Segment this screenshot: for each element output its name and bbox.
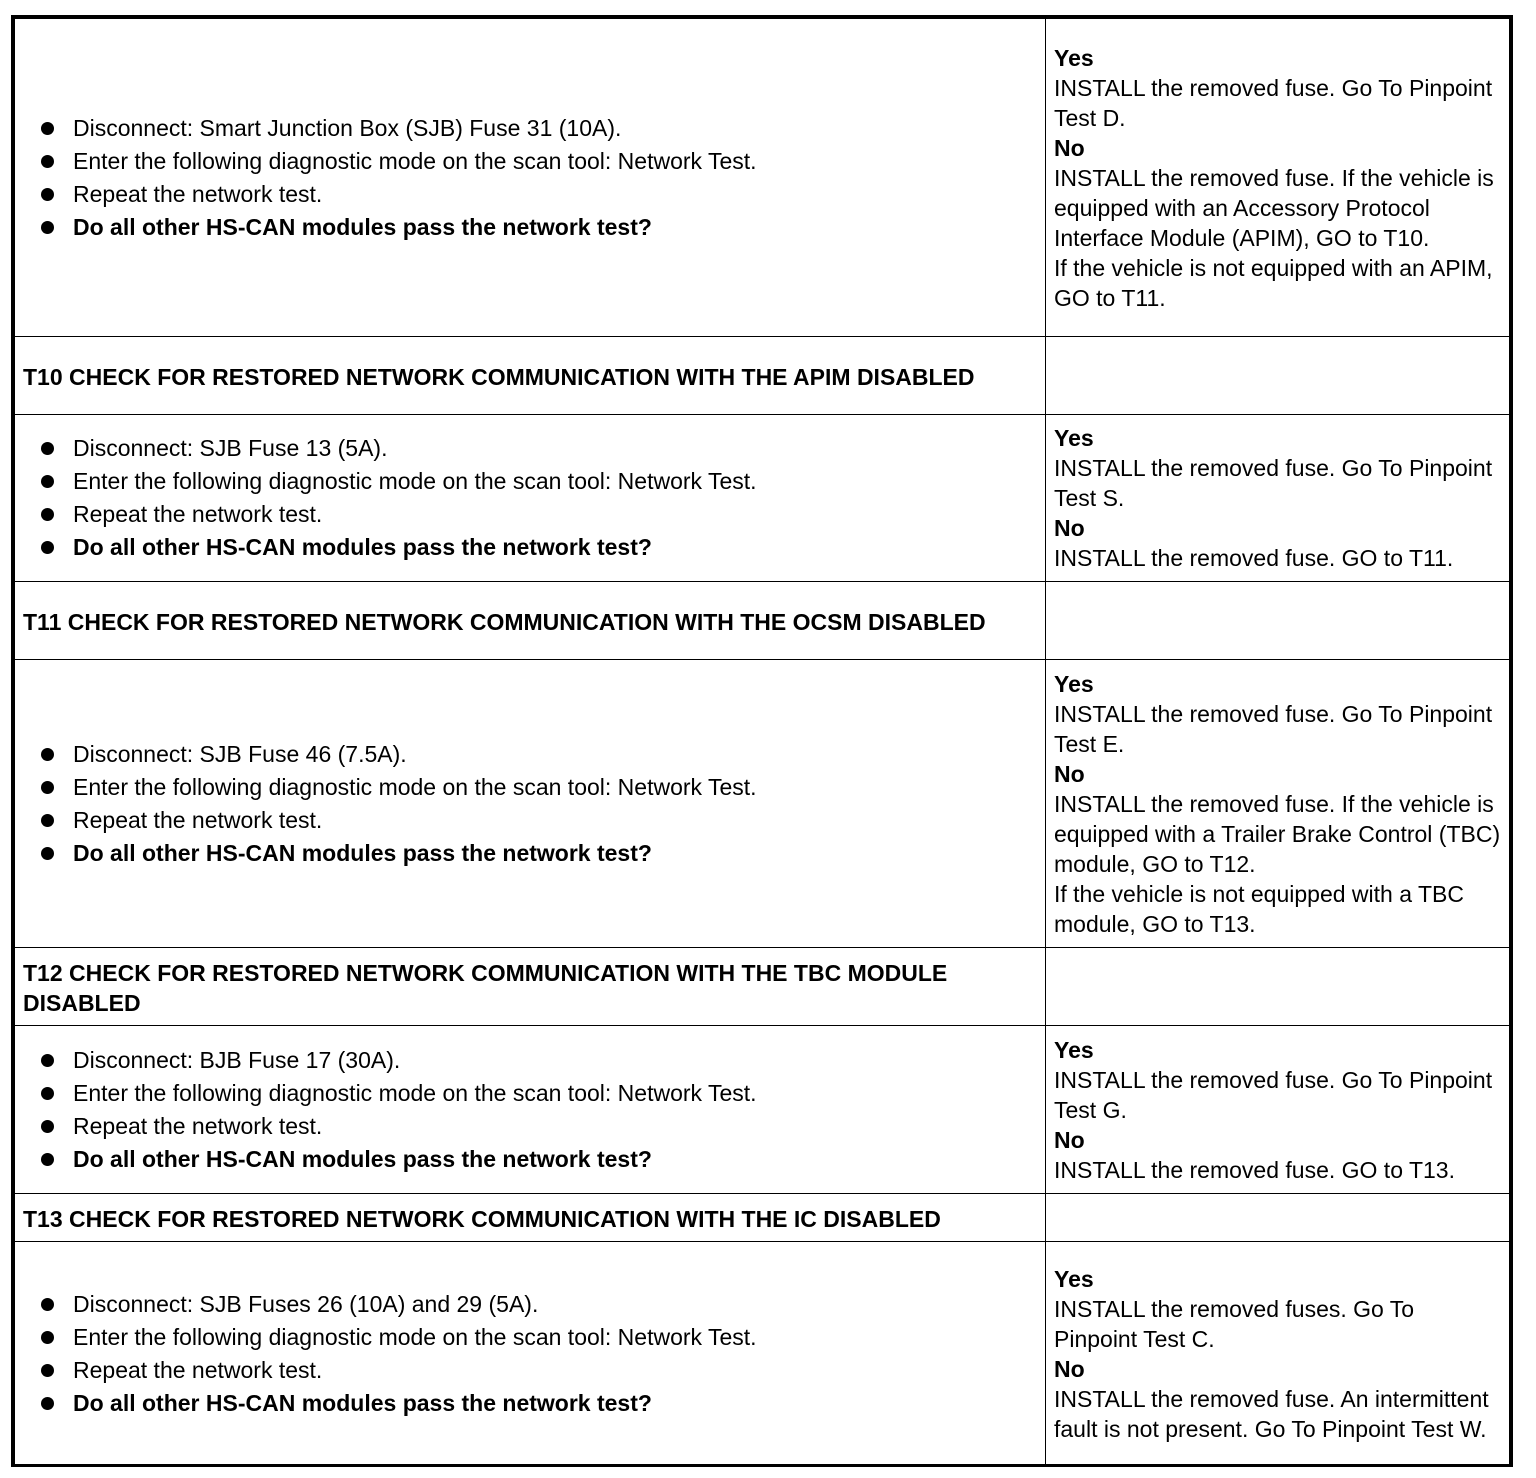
no-text: INSTALL the removed fuse. If the vehicle is equipped with a Trailer Brake Control (TBC) module, GO to T12. — [1054, 790, 1501, 877]
step-cell — [15, 415, 1046, 582]
step-list — [15, 1044, 1045, 1176]
step-cell — [15, 1242, 1046, 1467]
step-list — [15, 112, 1045, 244]
step-list — [15, 738, 1045, 870]
step-list — [15, 432, 1045, 564]
section-heading: T11 CHECK FOR RESTORED NETWORK COMMUNICATION WITH THE OCSM DISABLED — [15, 582, 1046, 660]
header-row — [15, 337, 1510, 415]
result-cell — [1046, 1026, 1510, 1194]
step-row — [15, 1242, 1510, 1467]
no-text: INSTALL the removed fuse. If the vehicle is equipped with an Accessory Protocol Interface Module (APIM), GO to T10. — [1054, 164, 1494, 251]
step-item: Disconnect: SJB Fuse 46 (7.5A). — [41, 738, 1045, 771]
result-cell — [1046, 19, 1510, 337]
step-item: Disconnect: Smart Junction Box (SJB) Fuse 31 (10A). — [41, 112, 1045, 145]
empty-cell — [1046, 948, 1510, 1026]
empty-cell — [1046, 1194, 1510, 1242]
step-question: Do all other HS-CAN modules pass the network test? — [41, 531, 1045, 564]
step-item: Repeat the network test. — [41, 498, 1045, 531]
section-heading: T12 CHECK FOR RESTORED NETWORK COMMUNICATION WITH THE TBC MODULE DISABLED — [15, 948, 1046, 1026]
yes-text: INSTALL the removed fuse. Go To Pinpoint Test G. — [1054, 1066, 1493, 1123]
step-item: Enter the following diagnostic mode on the scan tool: Network Test. — [41, 771, 1045, 804]
no-label: No — [1054, 515, 1085, 541]
no-text: INSTALL the removed fuse. GO to T13. — [1054, 1156, 1455, 1183]
empty-cell — [1046, 337, 1510, 415]
step-item: Repeat the network test. — [41, 178, 1045, 211]
yes-text: INSTALL the removed fuse. Go To Pinpoint Test S. — [1054, 455, 1493, 511]
step-row — [15, 415, 1510, 582]
yes-text: INSTALL the removed fuses. Go To Pinpoint Test C. — [1054, 1296, 1415, 1352]
step-row — [15, 660, 1510, 948]
yes-text: INSTALL the removed fuse. Go To Pinpoint Test D. — [1054, 74, 1493, 131]
no-extra-text: If the vehicle is not equipped with an APIM, GO to T11. — [1054, 254, 1493, 311]
section-heading: T10 CHECK FOR RESTORED NETWORK COMMUNICATION WITH THE APIM DISABLED — [15, 337, 1046, 415]
no-label: No — [1054, 1126, 1085, 1153]
step-item: Enter the following diagnostic mode on the scan tool: Network Test. — [41, 465, 1045, 498]
no-label: No — [1054, 1356, 1085, 1382]
step-item: Enter the following diagnostic mode on the scan tool: Network Test. — [41, 145, 1045, 178]
step-cell — [15, 660, 1046, 948]
step-row — [15, 19, 1510, 337]
step-item: Repeat the network test. — [41, 1354, 1045, 1387]
header-row — [15, 948, 1510, 1026]
result-cell — [1046, 1242, 1510, 1467]
section-heading: T13 CHECK FOR RESTORED NETWORK COMMUNICATION WITH THE IC DISABLED — [15, 1194, 1046, 1242]
empty-cell — [1046, 582, 1510, 660]
step-cell — [15, 19, 1046, 337]
result-cell — [1046, 415, 1510, 582]
step-question: Do all other HS-CAN modules pass the network test? — [41, 837, 1045, 870]
step-question: Do all other HS-CAN modules pass the network test? — [41, 1387, 1045, 1420]
step-question: Do all other HS-CAN modules pass the network test? — [41, 1143, 1045, 1176]
header-row — [15, 1194, 1510, 1242]
yes-text: INSTALL the removed fuse. Go To Pinpoint Test E. — [1054, 700, 1493, 757]
no-text: INSTALL the removed fuse. GO to T11. — [1054, 545, 1454, 571]
step-item: Disconnect: SJB Fuses 26 (10A) and 29 (5A). — [41, 1288, 1045, 1321]
step-question: Do all other HS-CAN modules pass the network test? — [41, 211, 1045, 244]
yes-label: Yes — [1054, 425, 1094, 451]
no-text: INSTALL the removed fuse. An intermittent fault is not present. Go To Pinpoint Test W. — [1054, 1386, 1489, 1442]
step-list — [15, 1288, 1045, 1420]
yes-label: Yes — [1054, 44, 1094, 71]
header-row — [15, 582, 1510, 660]
diagnostic-table — [11, 15, 1513, 1467]
yes-label: Yes — [1054, 670, 1094, 697]
no-extra-text: If the vehicle is not equipped with a TBC module, GO to T13. — [1054, 880, 1464, 937]
step-item: Enter the following diagnostic mode on the scan tool: Network Test. — [41, 1321, 1045, 1354]
result-cell — [1046, 660, 1510, 948]
step-row — [15, 1026, 1510, 1194]
step-item: Repeat the network test. — [41, 1110, 1045, 1143]
step-item: Disconnect: SJB Fuse 13 (5A). — [41, 432, 1045, 465]
pinpoint-test-table — [14, 18, 1510, 1467]
step-item: Enter the following diagnostic mode on the scan tool: Network Test. — [41, 1077, 1045, 1110]
yes-label: Yes — [1054, 1036, 1094, 1063]
no-label: No — [1054, 134, 1085, 161]
step-item: Disconnect: BJB Fuse 17 (30A). — [41, 1044, 1045, 1077]
step-cell — [15, 1026, 1046, 1194]
no-label: No — [1054, 760, 1085, 787]
yes-label: Yes — [1054, 1266, 1094, 1292]
step-item: Repeat the network test. — [41, 804, 1045, 837]
